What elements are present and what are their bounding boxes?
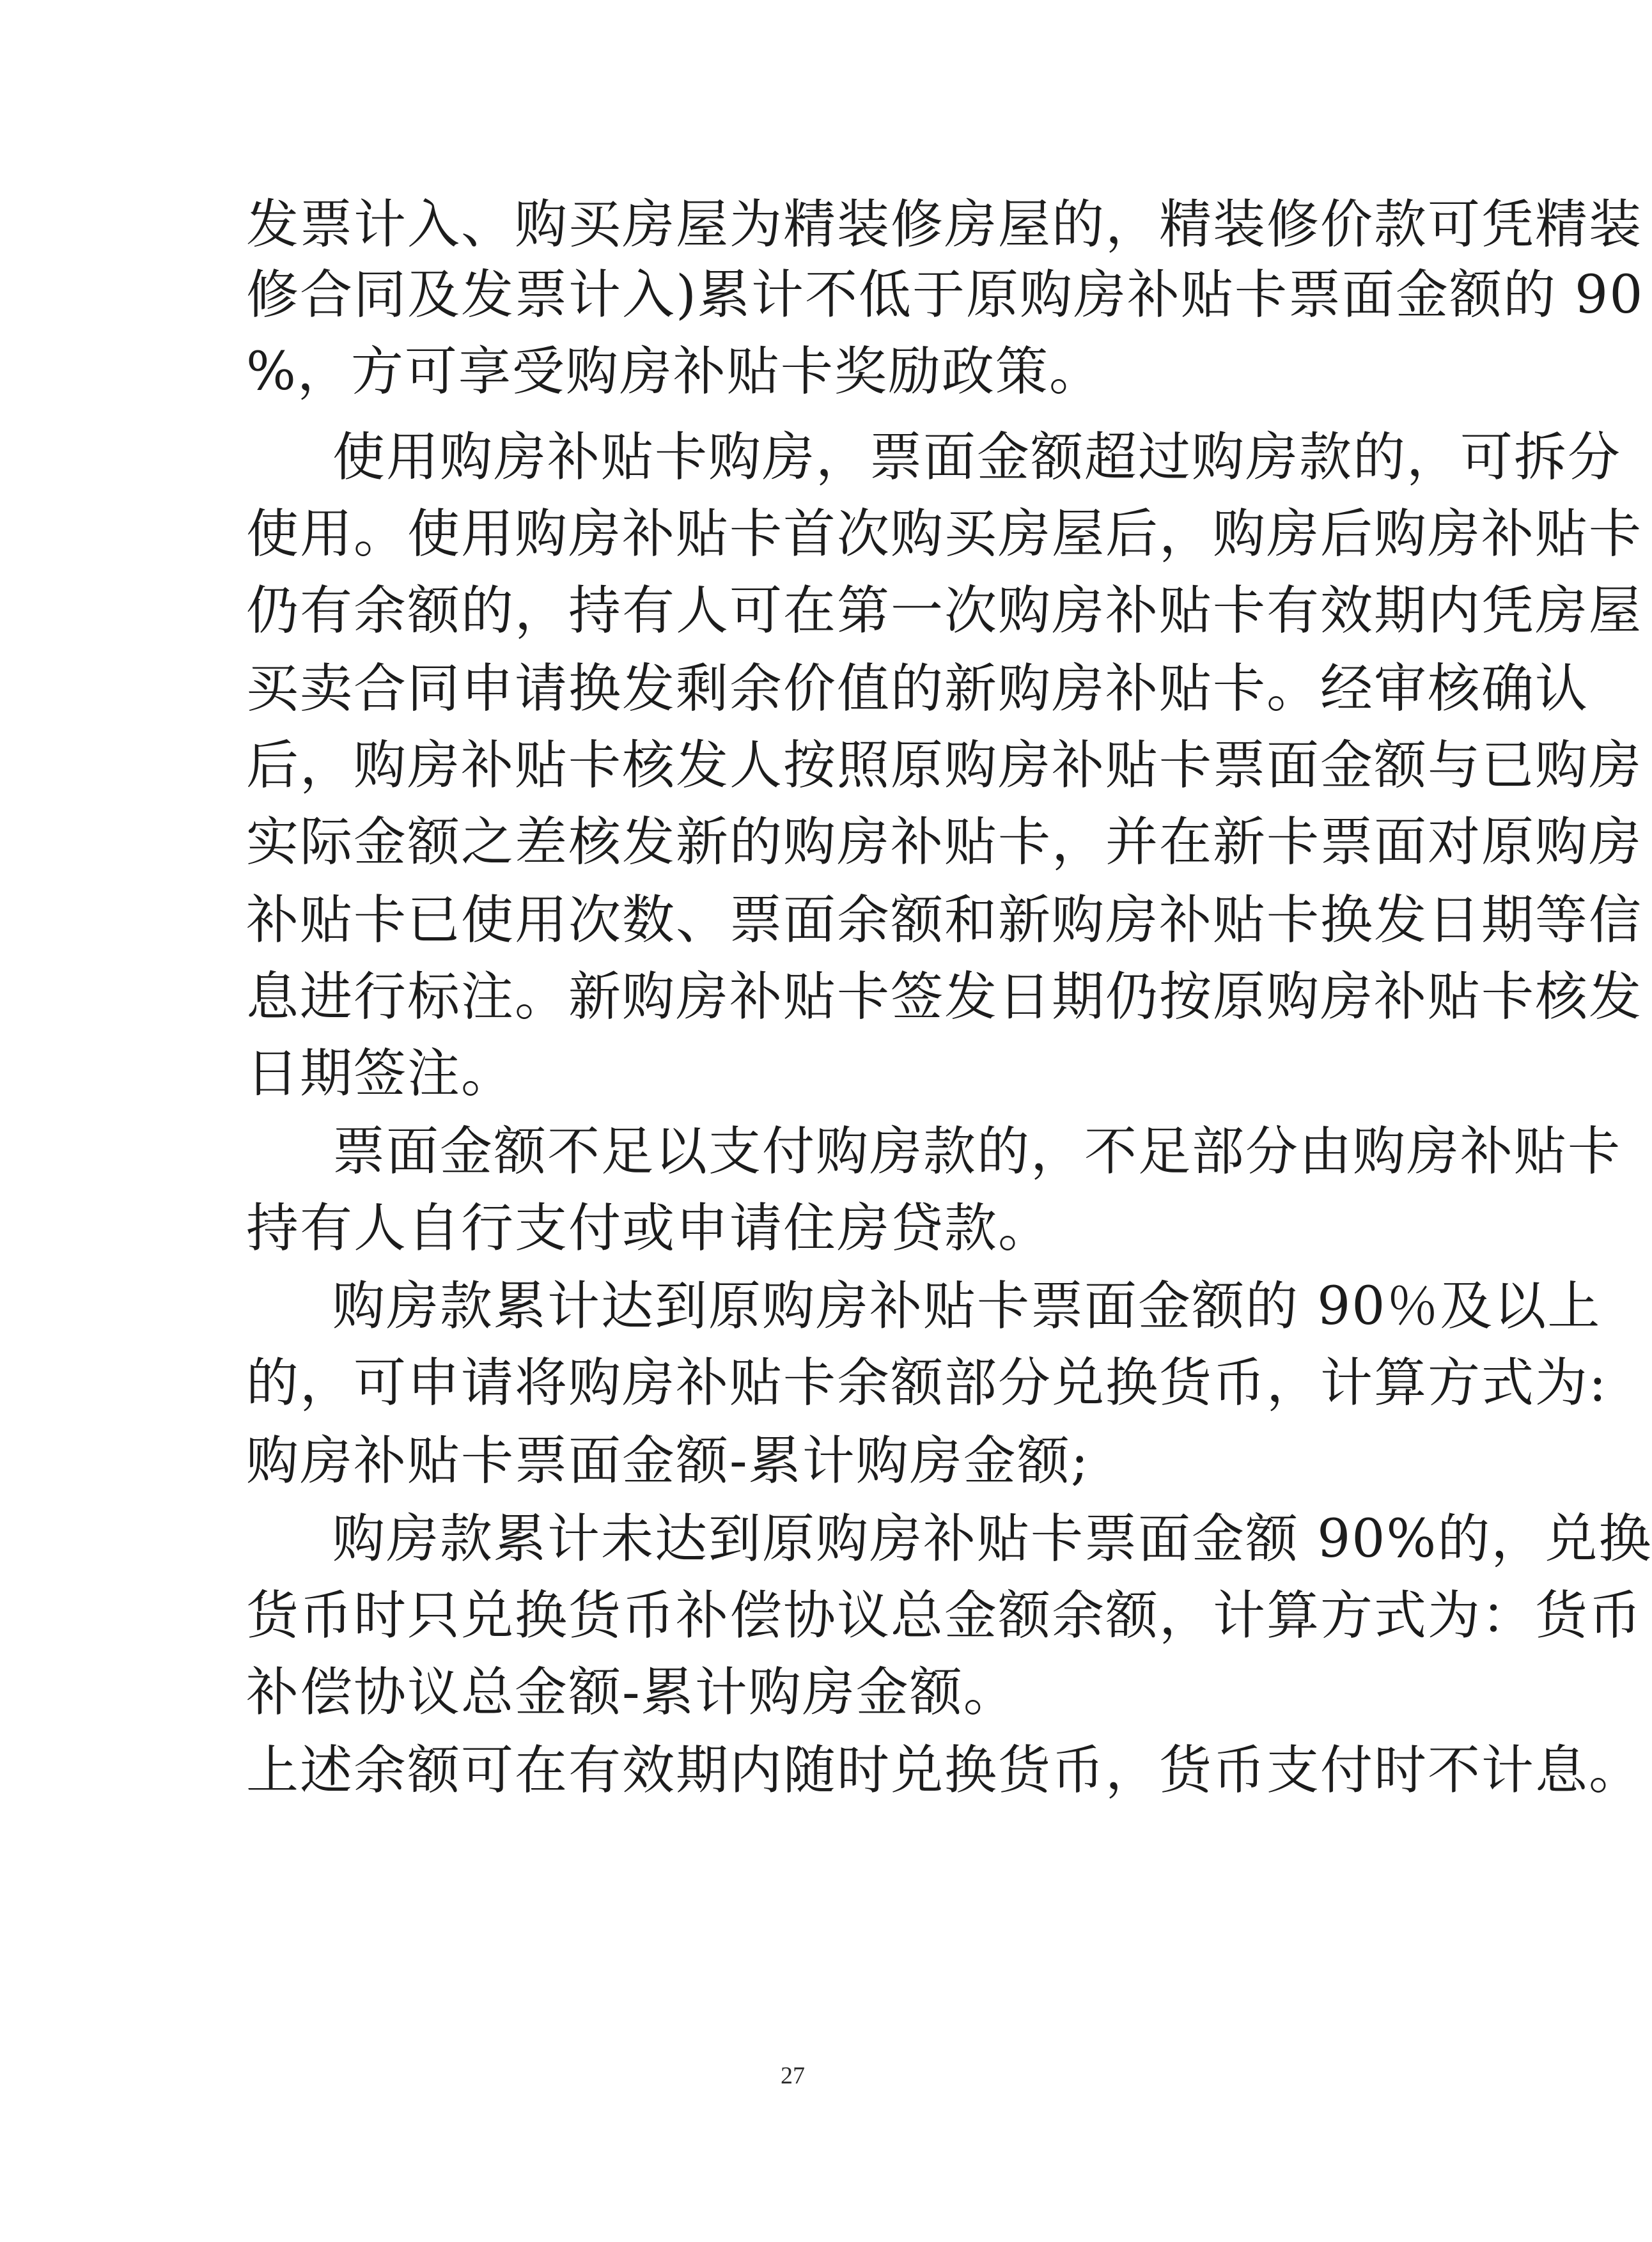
text-line: 持有人自行支付或申请住房贷款。: [246, 1198, 1052, 1259]
text-line: 发票计入、购买房屋为精装修房屋的，精装修价款可凭精装: [246, 194, 1643, 255]
text-line: 后，购房补贴卡核发人按照原购房补贴卡票面金额与已购房: [246, 735, 1643, 796]
text-line: 修合同及发票计入)累计不低于原购房补贴卡票面金额的 90: [246, 265, 1644, 325]
text-line: 买卖合同申请换发剩余价值的新购房补贴卡。经审核确认: [246, 658, 1589, 719]
paragraph-start-line: 票面金额不足以支付购房款的，不足部分由购房补贴卡: [332, 1121, 1622, 1182]
text-line: 仍有余额的，持有人可在第一次购房补贴卡有效期内凭房屋: [246, 580, 1643, 641]
text-line: 的，可申请将购房补贴卡余额部分兑换货币，计算方式为:: [246, 1353, 1608, 1413]
paragraph-start-line: 购房款累计未达到原购房补贴卡票面金额 90%的，兑换: [332, 1509, 1652, 1569]
text-line: 使用。使用购房补贴卡首次购买房屋后，购房后购房补贴卡: [246, 504, 1643, 564]
page-number: 27: [781, 2062, 805, 2089]
text-line: 货币时只兑换货币补偿协议总金额余额，计算方式为：货币: [246, 1585, 1643, 1646]
text-line: 购房补贴卡票面金额-累计购房金额;: [246, 1431, 1090, 1491]
paragraph-start-line: 购房款累计达到原购房补贴卡票面金额的 90％及以上: [332, 1276, 1601, 1337]
text-line: 上述余额可在有效期内随时兑换货币，货币支付时不计息。: [246, 1740, 1643, 1801]
text-line: 补偿协议总金额-累计购房金额。: [246, 1662, 1017, 1723]
text-line: 实际金额之差核发新的购房补贴卡，并在新卡票面对原购房: [246, 812, 1643, 873]
paragraph-start-line: 使用购房补贴卡购房，票面金额超过购房款的，可拆分: [332, 427, 1622, 488]
text-line: 补贴卡已使用次数、票面余额和新购房补贴卡换发日期等信: [246, 890, 1643, 951]
text-line: 息进行标注。新购房补贴卡签发日期仍按原购房补贴卡核发: [246, 967, 1643, 1027]
text-line: %，方可享受购房补贴卡奖励政策。: [246, 341, 1103, 402]
text-line: 日期签注。: [246, 1043, 515, 1104]
